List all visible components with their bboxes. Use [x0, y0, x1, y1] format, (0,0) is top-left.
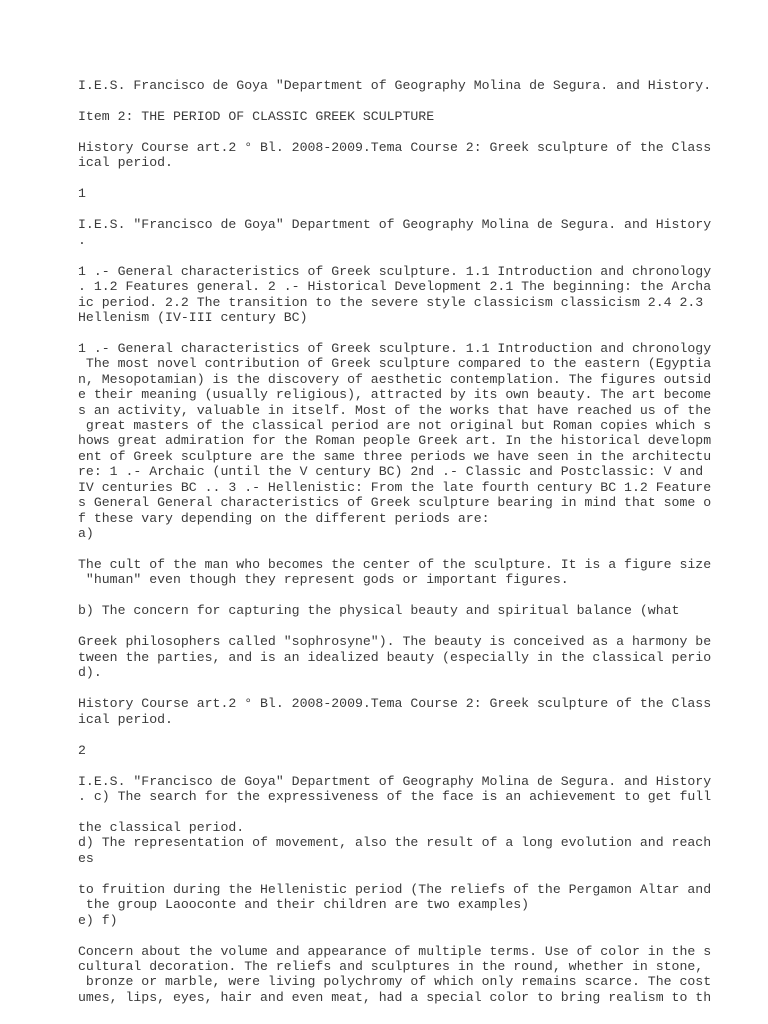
header-line: I.E.S. "Francisco de Goya" Department of Geography Molina de Segura. and History . c) The search for the expressiveness of the face is an achievement to get full	[78, 773, 712, 804]
body-paragraph: Greek philosophers called "sophrosyne"). The beauty is conceived as a harmony be tween the parties, and is an idealized beauty (especially in the classical perio d).	[78, 634, 712, 681]
page-number: 2	[78, 742, 86, 758]
table-of-contents: 1 .- General characteristics of Greek sculpture. 1.1 Introduction and chronology . 1.2 Features general. 2 .- Historical Development 2.1 The beginning: the Archa ic period. 2.2 The transition to the severe style classicism classicism 2.4 2.3 Hellenism (IV-III century BC)	[78, 263, 712, 326]
body-paragraph: to fruition during the Hellenistic period (The reliefs of the Pergamon Altar and the group Laooconte and their children are two examples) e) f)	[78, 881, 712, 928]
body-paragraph: 1 .- General characteristics of Greek sculpture. 1.1 Introduction and chronology The most novel contribution of Greek sculpture compared to the eastern (Egyptia n, Mesopotamian) is the discovery of aesthetic contemplation. The figures outsid e their meaning (usually religious), attracted by its own beauty. The art become s an activity, valuable in itself. Most of the works that have reached us of the great masters of the classical period are not original but Roman copies which s hows great admiration for the Roman people Greek art. In the historical developm ent of Greek sculpture are the same three periods we have seen in the architectu re: 1 .- Archaic (until the V century BC) 2nd .- Classic and Postclassic: V and IV centuries BC .. 3 .- Hellenistic: From the late fourth century BC 1.2 Feature s General General characteristics of Greek sculpture bearing in mind that some o f these vary depending on the different periods are: a)	[78, 341, 712, 541]
body-paragraph: the classical period. d) The representation of movement, also the result of a long evolution and reach es	[78, 819, 712, 866]
course-footer: History Course art.2 ° Bl. 2008-2009.Tema Course 2: Greek sculpture of the Class ical period.	[78, 140, 712, 171]
course-footer: History Course art.2 ° Bl. 2008-2009.Tema Course 2: Greek sculpture of the Class ical period.	[78, 696, 712, 727]
header-line: I.E.S. "Francisco de Goya" Department of Geography Molina de Segura. and History .	[78, 217, 712, 248]
body-paragraph: Concern about the volume and appearance of multiple terms. Use of color in the s cultural decoration. The reliefs and sculptures in the round, whether in stone, bronze or marble, were living polychromy of which only remains scarce. The cost umes, lips, eyes, hair and even meat, had a special color to bring realism to th	[78, 943, 712, 1005]
page-number: 1	[78, 186, 86, 202]
document-page	[78, 78, 712, 1005]
body-paragraph: b) The concern for capturing the physical beauty and spiritual balance (what	[78, 603, 680, 619]
header-line: I.E.S. Francisco de Goya "Department of Geography Molina de Segura. and History.	[78, 78, 712, 93]
item-title: Item 2: THE PERIOD OF CLASSIC GREEK SCULPTURE	[78, 109, 435, 124]
body-paragraph: The cult of the man who becomes the center of the sculpture. It is a figure size "human" even though they represent gods or important figures.	[78, 556, 712, 588]
